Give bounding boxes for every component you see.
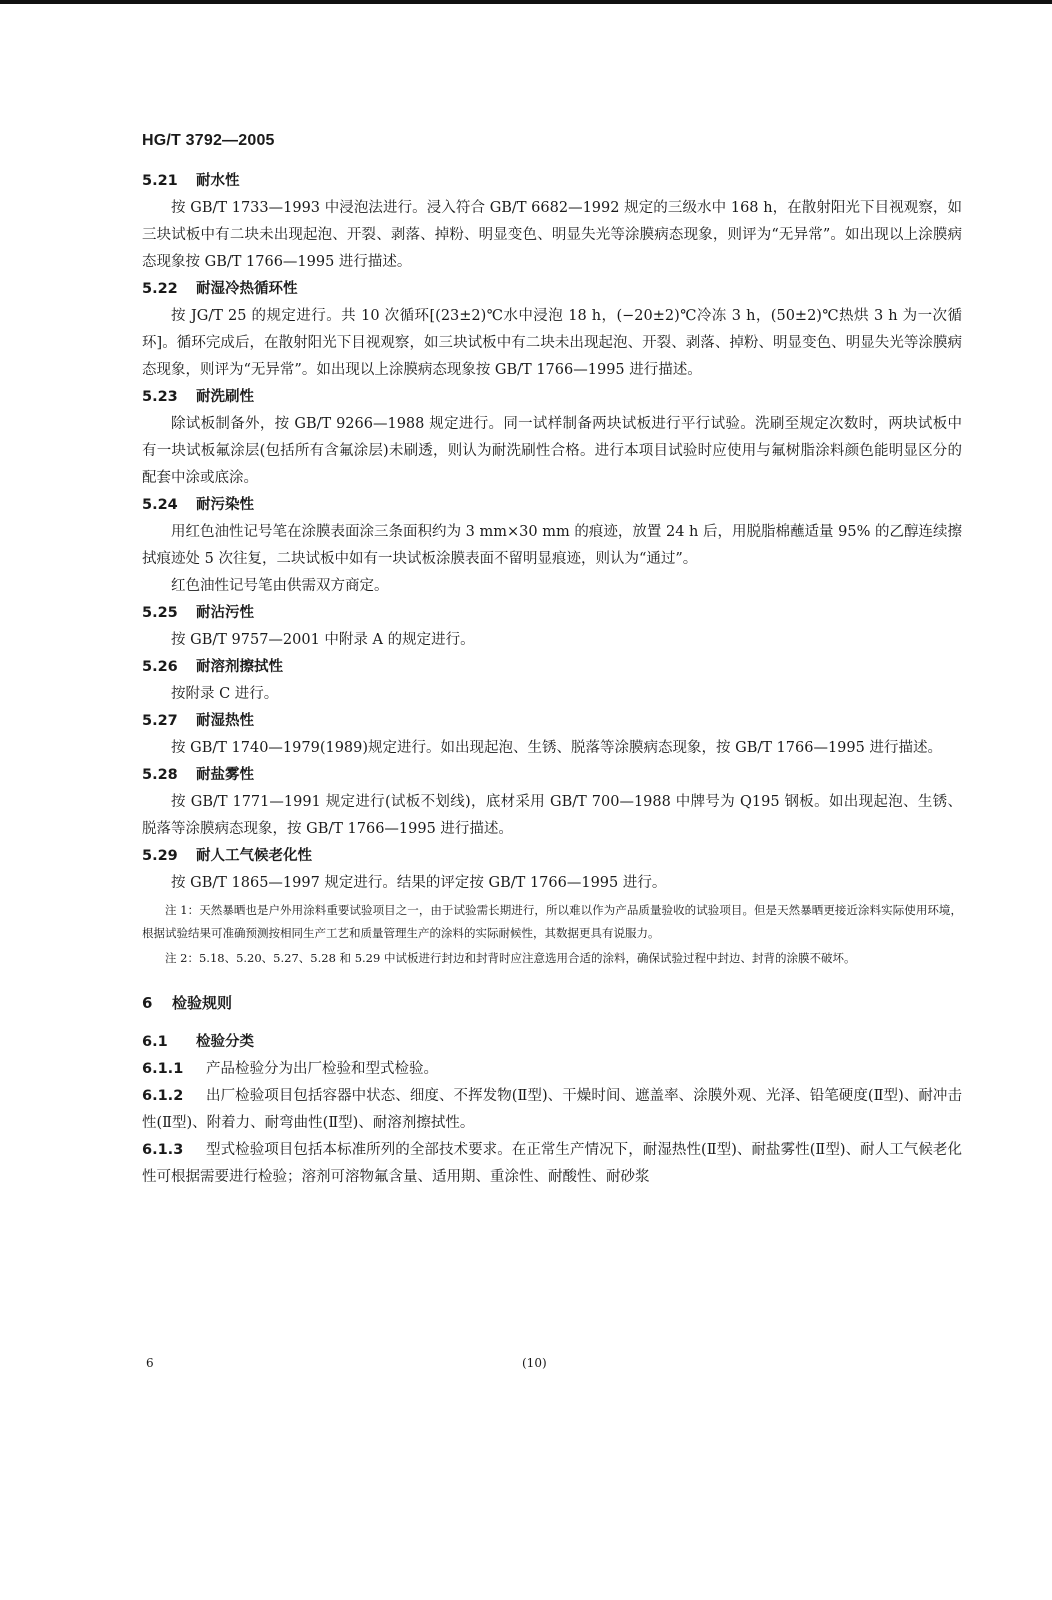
clause-title: 耐水性 — [196, 173, 240, 189]
clause-paragraph: 按 GB/T 1740—1979(1989)规定进行。如出现起泡、生锈、脱落等涂膜病态现象，按 GB/T 1766—1995 进行描述。 — [171, 740, 942, 756]
clause-paragraph: 按 JG/T 25 的规定进行。共 10 次循环[(23±2)℃水中浸泡 18 h，(−20±2)℃冷冻 3 h，(50±2)℃热烘 3 h 为一次循环]。循环完成后，在散射阳光下目视观察，如三块试板中有二块未出现起泡、开裂、剥落、掉粉、明显变色、明显失光等涂膜病态现象，则评为“无异常”。如出现以上涂膜病态现象按 GB/T 1766—1995 进行描述。 — [142, 308, 962, 378]
page-sequence: (10) — [522, 1356, 547, 1370]
page-body — [142, 132, 962, 1191]
clause-number: 5.26 — [142, 659, 178, 675]
clause — [142, 843, 962, 897]
clauses-list — [142, 168, 962, 897]
clause-title: 耐湿热性 — [196, 713, 254, 729]
clause-heading — [142, 843, 962, 870]
clause-title: 耐盐雾性 — [196, 767, 254, 783]
page-number: 6 — [146, 1356, 154, 1370]
item-number: 6.1.3 — [142, 1142, 184, 1158]
item-text: 出厂检验项目包括容器中状态、细度、不挥发物(Ⅱ型)、干燥时间、遮盖率、涂膜外观、光泽、铅笔硬度(Ⅱ型)、耐冲击性(Ⅱ型)、附着力、耐弯曲性(Ⅱ型)、耐溶剂擦拭性。 — [142, 1088, 962, 1131]
clause-number: 5.29 — [142, 848, 178, 864]
clause-title: 耐洗刷性 — [196, 389, 254, 405]
clause-heading — [142, 654, 962, 681]
section-number: 6 — [142, 994, 153, 1012]
clause-paragraph: 红色油性记号笔由供需双方商定。 — [171, 578, 389, 594]
subsection-6-1-heading — [142, 1029, 962, 1056]
clause-heading — [142, 708, 962, 735]
clause-paragraph: 按 GB/T 1733—1993 中浸泡法进行。浸入符合 GB/T 6682—1992 规定的三级水中 168 h，在散射阳光下目视观察，如三块试板中有二块未出现起泡、开裂、剥落、掉粉、明显变色、明显失光等涂膜病态现象，则评为“无异常”。如出现以上涂膜病态现象按 GB/T 1766—1995 进行描述。 — [142, 200, 962, 270]
subsection-title: 检验分类 — [196, 1034, 254, 1050]
clause-number: 5.22 — [142, 281, 178, 297]
section-6-items — [142, 1056, 962, 1191]
top-border-rule — [0, 0, 1052, 4]
clause-number: 5.21 — [142, 173, 178, 189]
clause-heading — [142, 168, 962, 195]
clause-title: 耐湿冷热循环性 — [196, 281, 298, 297]
clause-paragraph: 按附录 C 进行。 — [171, 686, 279, 702]
clause-heading — [142, 384, 962, 411]
clause-paragraph: 用红色油性记号笔在涂膜表面涂三条面积约为 3 mm×30 mm 的痕迹，放置 24 h 后，用脱脂棉蘸适量 95% 的乙醇连续擦拭痕迹处 5 次往复，二块试板中如有一块试板涂膜表面不留明显痕迹，则认为“通过”。 — [142, 524, 962, 567]
note-paragraph: 注 2：5.18、5.20、5.27、5.28 和 5.29 中试板进行封边和封背时应注意选用合适的涂料，确保试验过程中封边、封背的涂膜不破坏。 — [165, 951, 856, 965]
clause — [142, 168, 962, 276]
clause-number: 5.28 — [142, 767, 178, 783]
clause-title: 耐溶剂擦拭性 — [196, 659, 283, 675]
clause-heading — [142, 762, 962, 789]
clause-item — [142, 1056, 962, 1083]
clause-number: 5.24 — [142, 497, 178, 513]
clause-item — [142, 1137, 962, 1191]
clause-heading — [142, 276, 962, 303]
item-number: 6.1.1 — [142, 1061, 184, 1077]
clause-heading — [142, 600, 962, 627]
clause — [142, 708, 962, 762]
clause-title: 耐污染性 — [196, 497, 254, 513]
item-number: 6.1.2 — [142, 1088, 184, 1104]
clause-title: 耐人工气候老化性 — [196, 848, 312, 864]
clause-title: 耐沾污性 — [196, 605, 254, 621]
clause — [142, 276, 962, 384]
clause — [142, 384, 962, 492]
clause-number: 5.23 — [142, 389, 178, 405]
item-text: 产品检验分为出厂检验和型式检验。 — [206, 1061, 438, 1077]
clause-heading — [142, 492, 962, 519]
note-paragraph: 注 1：天然暴晒也是户外用涂料重要试验项目之一，由于试验需长期进行，所以难以作为产品质量验收的试验项目。但是天然暴晒更接近涂料实际使用环境，根据试验结果可准确预测按相同生产工艺和质量管理生产的涂料的实际耐候性，其数据更具有说服力。 — [142, 903, 962, 940]
clause-number: 5.27 — [142, 713, 178, 729]
clause-paragraph: 按 GB/T 9757—2001 中附录 A 的规定进行。 — [171, 632, 475, 648]
clause-number: 5.25 — [142, 605, 178, 621]
clause — [142, 762, 962, 843]
clause-paragraph: 按 GB/T 1771—1991 规定进行(试板不划线)，底材采用 GB/T 700—1988 中牌号为 Q195 钢板。如出现起泡、生锈、脱落等涂膜病态现象，按 GB/T 1766—1995 进行描述。 — [142, 794, 962, 837]
section-6-heading — [142, 990, 962, 1017]
item-text: 型式检验项目包括本标准所列的全部技术要求。在正常生产情况下，耐湿热性(Ⅱ型)、耐盐雾性(Ⅱ型)、耐人工气候老化性可根据需要进行检验；溶剂可溶物氟含量、适用期、重涂性、耐酸性、耐砂浆 — [142, 1142, 962, 1185]
clause — [142, 654, 962, 708]
notes-block — [142, 899, 962, 970]
page-footer — [142, 1356, 962, 1376]
section-title: 检验规则 — [172, 994, 233, 1012]
document-id: HG/T 3792—2005 — [142, 132, 275, 149]
clause-item — [142, 1083, 962, 1137]
clause-paragraph: 按 GB/T 1865—1997 规定进行。结果的评定按 GB/T 1766—1995 进行。 — [171, 875, 667, 891]
clause — [142, 600, 962, 654]
clause — [142, 492, 962, 600]
subsection-number: 6.1 — [142, 1034, 168, 1050]
clause-paragraph: 除试板制备外，按 GB/T 9266—1988 规定进行。同一试样制备两块试板进行平行试验。洗刷至规定次数时，两块试板中有一块试板氟涂层(包括所有含氟涂层)未刷透，则认为耐洗刷性合格。进行本项目试验时应使用与氟树脂涂料颜色能明显区分的配套中涂或底涂。 — [142, 416, 962, 486]
